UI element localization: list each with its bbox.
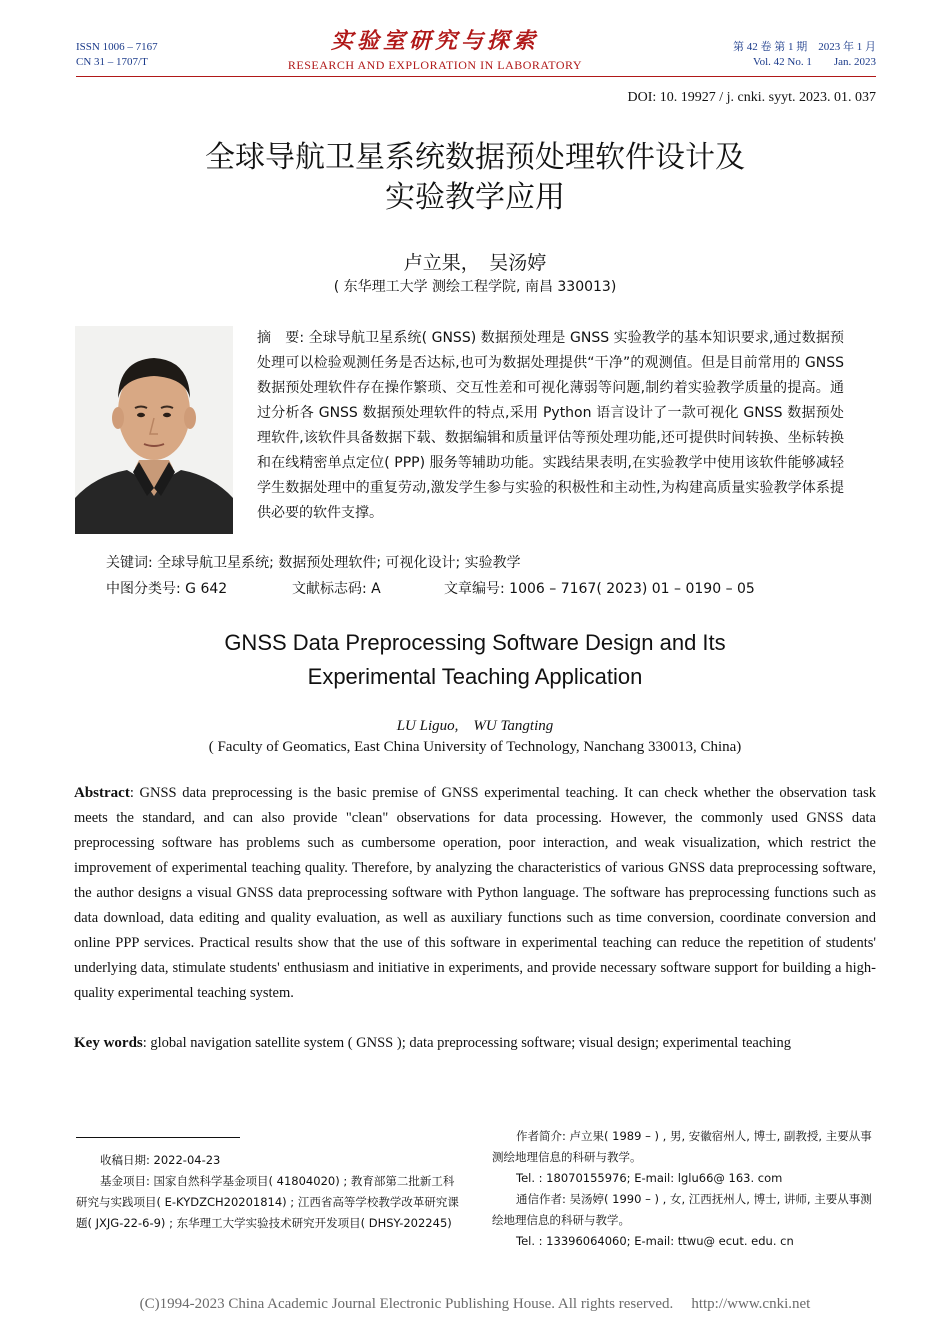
paper-title-en [100,626,850,694]
abstract-en [74,781,876,1006]
journal-title-en: RESEARCH AND EXPLORATION IN LABORATORY [287,58,583,72]
keywords-en-label: Key words [74,1035,143,1051]
title-en-line-2: Experimental Teaching Application [307,664,643,689]
title-cn-line-1: 全球导航卫星系统数据预处理软件设计及 [205,140,745,175]
doi[interactable]: DOI: 10. 19927 / j. cnki. syyt. 2023. 01. 037 [627,90,876,105]
authors-cn: 卢立果， 吴汤婷 [403,252,547,274]
abstract-en-label: Abstract [74,785,130,801]
funding-info: 基金项目: 国家自然科学基金项目( 41804020) ; 教育部第二批新工科研究与实践项目( E-KYDZCH20201814) ; 江西省高等学校教学改革研究课题( JXJG-22-6-9) ; 东华理工大学实验技术研究开发项目( DHSY-202245) [76,1174,459,1230]
article-number: 文章编号: 1006 – 7167( 2023) 01 – 0190 – 05 [444,581,755,597]
keywords-en-text: : global navigation satellite system ( GNSS ); data preprocessing software; visual design; experimental teaching [142,1035,792,1051]
received-date: 收稿日期: 2022-04-23 [100,1153,221,1167]
classification-line [106,578,846,598]
keywords-en [74,1031,876,1056]
portrait-image [75,326,233,534]
journal-masthead [270,28,600,73]
paper-title-cn [100,138,850,218]
author-bio: 作者简介: 卢立果( 1989 – ) , 男, 安徽宿州人, 博士, 副教授, 主要从事测绘地理信息的科研与教学。 [492,1129,872,1164]
author-photo [75,326,233,534]
header-divider [76,76,876,77]
author-contact: Tel. : 18070155976; E-mail: lglu66@ 163. com [516,1171,783,1185]
document-code: 文献标志码: A [292,581,381,597]
footnote-divider [76,1137,240,1138]
issue-info [700,40,876,70]
corresponding-author-bio: 通信作者: 吴汤婷( 1990 – ) , 女, 江西抚州人, 博士, 讲师, 主要从事测绘地理信息的科研与教学。 [492,1192,872,1227]
footnote-left [76,1150,460,1234]
authors-en: LU Liguo, WU Tangting [396,718,554,734]
issn: ISSN 1006 – 7167 [76,41,158,53]
affiliation-cn: ( 东华理工大学 测绘工程学院, 南昌 330013) [333,279,617,295]
title-en-line-1: GNSS Data Preprocessing Software Design and Its [224,630,726,655]
corresponding-author-contact: Tel. : 13396064060; E-mail: ttwu@ ecut. edu. cn [516,1234,794,1248]
abstract-cn: 摘 要: 全球导航卫星系统( GNSS) 数据预处理是 GNSS 实验教学的基本知识要求,通过数据预处理可以检验观测任务是否达标,也可为数据处理提供“干净”的观测值。但是目前常用的 GNSS 数据预处理软件存在操作繁琐、交互性差和可视化薄弱等问题,制约着实验教学质量的提高。通过分析各 GNSS 数据预处理软件的特点,采用 Python 语言设计了一款可视化 GNSS 数据预处理软件,该软件具备数据下载、数据编辑和质量评估等预处理功能,还可提供时间转换、坐标转换和在线精密单点定位( PPP) 服务等辅助功能。实践结果表明,在实验教学中使用该软件能够减轻学生数据处理中的重复劳动,激发学生参与实验的积极性和主动性,为构建高质量实验教学体系提供必要的软件支撑。 [257,330,844,521]
cnki-link[interactable]: http://www.cnki.net [691,1296,811,1312]
classification-number: 中图分类号: G 642 [106,581,228,597]
cn-number: CN 31 – 1707/T [76,56,148,68]
copyright-line [0,1296,950,1313]
journal-identifiers [76,40,158,70]
journal-title-cn: 实验室研究与探索 [330,28,539,54]
footnote-right [492,1126,878,1252]
copyright-text: (C)1994-2023 China Academic Journal Electronic Publishing House. All rights reserved. [139,1296,674,1312]
abstract-en-text: : GNSS data preprocessing is the basic premise of GNSS experimental teaching. It can check whether the observation task meets the standard, and can also provide "clean" observations for data processing. However, the commonly used GNSS data preprocessing software has problems such as cumbersome operation, poor interaction, and weak visualization, which restrict the improvement of experimental teaching quality. Therefore, by analyzing the characteristics of various GNSS data preprocessing software, the author designs a visual GNSS data preprocessing software with Python language. The software has preprocessing functions such as data download, data editing and quality evaluation, as well as auxiliary functions such as time conversion, coordinate conversion and online PPP services. Practical results show that the use of this software in experimental teaching can reduce the repetition of students' underlying data, stimulate students' enthusiasm and initiative in experiments, and provide necessary software support for building a high-quality experimental teaching system. [74,785,876,1001]
keywords-cn: 关键词: 全球导航卫星系统; 数据预处理软件; 可视化设计; 实验教学 [106,555,521,571]
volume-cn: 第 42 卷 第 1 期 2023 年 1 月 [733,41,876,53]
title-cn-line-2: 实验教学应用 [385,180,565,215]
affiliation-en: ( Faculty of Geomatics, East China University of Technology, Nanchang 330013, China) [208,739,742,755]
volume-en: Vol. 42 No. 1 Jan. 2023 [753,56,876,68]
